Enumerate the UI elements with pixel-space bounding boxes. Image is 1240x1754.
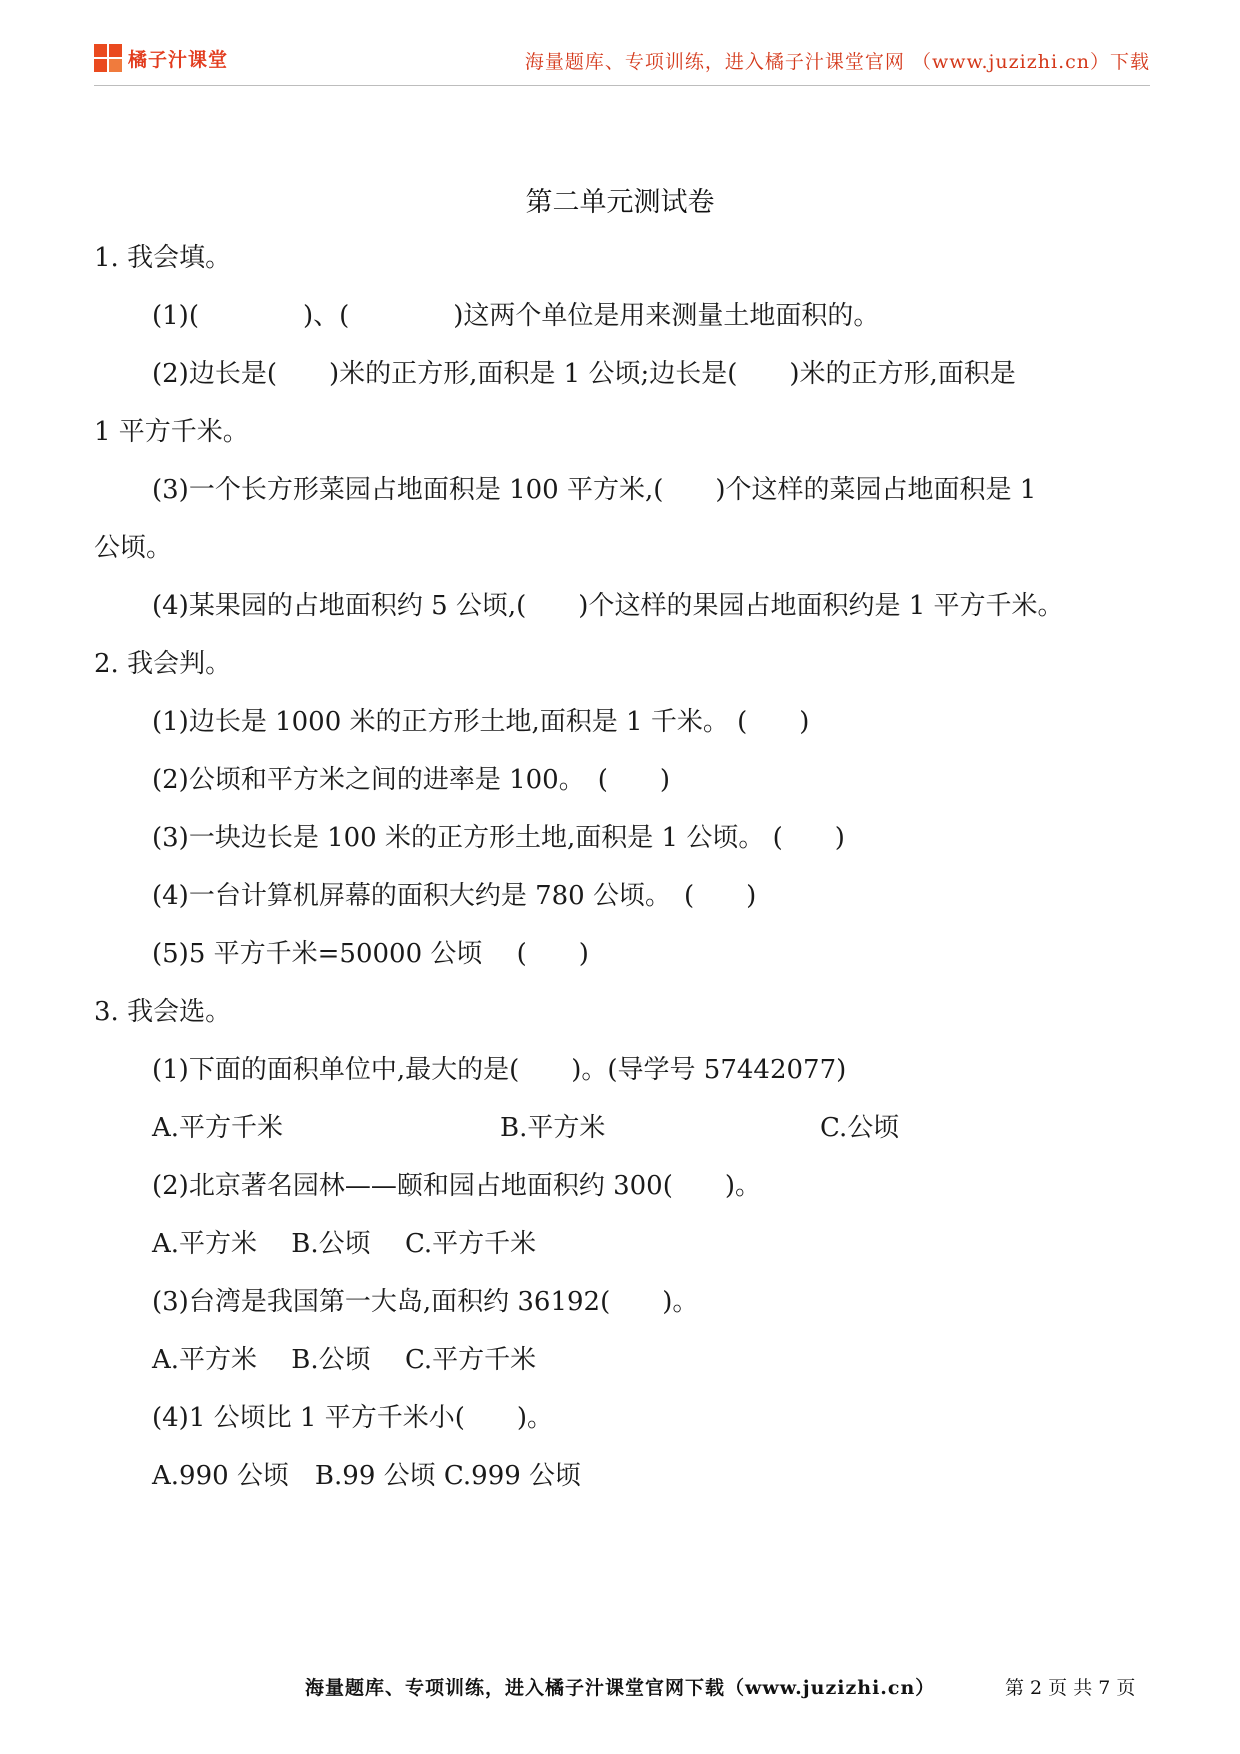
- section-heading-choose: 3. 我会选。: [94, 997, 232, 1027]
- fill-question-1: (1)( )、( )这两个单位是用来测量土地面积的。: [152, 301, 880, 331]
- choice-2-options: A.平方米 B.公顷 C.平方千米: [152, 1229, 537, 1259]
- choice-question-1: (1)下面的面积单位中,最大的是( )。(导学号 57442077): [152, 1055, 847, 1085]
- footer-promo-text: 海量题库、专项训练，进入橘子汁课堂官网下载（www.juzizhi.cn）: [305, 1677, 936, 1699]
- logo-text: 橘子汁课堂: [128, 48, 229, 71]
- fill-question-3-cont: 公顷。: [94, 533, 173, 563]
- judge-question-3: (3)一块边长是 100 米的正方形土地,面积是 1 公顷。 ( ): [152, 823, 845, 853]
- choice-question-4: (4)1 公顷比 1 平方千米小( )。: [152, 1403, 553, 1433]
- header-divider: [94, 85, 1150, 86]
- section-heading-judge: 2. 我会判。: [94, 649, 232, 679]
- choice-4-options: A.990 公顷 B.99 公顷 C.999 公顷: [152, 1461, 582, 1491]
- fill-question-4: (4)某果园的占地面积约 5 公顷,( )个这样的果园占地面积约是 1 平方千米。: [152, 591, 1064, 621]
- judge-question-5: (5)5 平方千米=50000 公顷 ( ): [152, 939, 589, 969]
- site-logo: [94, 44, 228, 72]
- choice-1-option-c: C.公顷: [820, 1113, 900, 1143]
- fill-question-2: (2)边长是( )米的正方形,面积是 1 公顷;边长是( )米的正方形,面积是: [152, 359, 1016, 389]
- fill-question-2-cont: 1 平方千米。: [94, 417, 249, 447]
- fill-question-3: (3)一个长方形菜园占地面积是 100 平方米,( )个这样的菜园占地面积是 1: [152, 475, 1037, 505]
- judge-question-4: (4)一台计算机屏幕的面积大约是 780 公顷。 ( ): [152, 881, 757, 911]
- judge-question-2: (2)公顷和平方米之间的进率是 100。 ( ): [152, 765, 671, 795]
- section-heading-fill: 1. 我会填。: [94, 243, 232, 273]
- choice-1-option-a: A.平方千米: [152, 1113, 284, 1143]
- logo-icon: [94, 44, 122, 72]
- choice-question-3: (3)台湾是我国第一大岛,面积约 36192( )。: [152, 1287, 699, 1317]
- judge-question-1: (1)边长是 1000 米的正方形土地,面积是 1 千米。 ( ): [152, 707, 810, 737]
- page-number: 第 2 页 共 7 页: [1005, 1677, 1136, 1699]
- header-promo-text: 海量题库、专项训练，进入橘子汁课堂官网 （www.juzizhi.cn）下载: [524, 51, 1150, 73]
- choice-1-option-b: B.平方米: [500, 1113, 606, 1143]
- page-title: 第二单元测试卷: [525, 187, 715, 218]
- choice-question-2: (2)北京著名园林——颐和园占地面积约 300( )。: [152, 1171, 762, 1201]
- choice-3-options: A.平方米 B.公顷 C.平方千米: [152, 1345, 537, 1375]
